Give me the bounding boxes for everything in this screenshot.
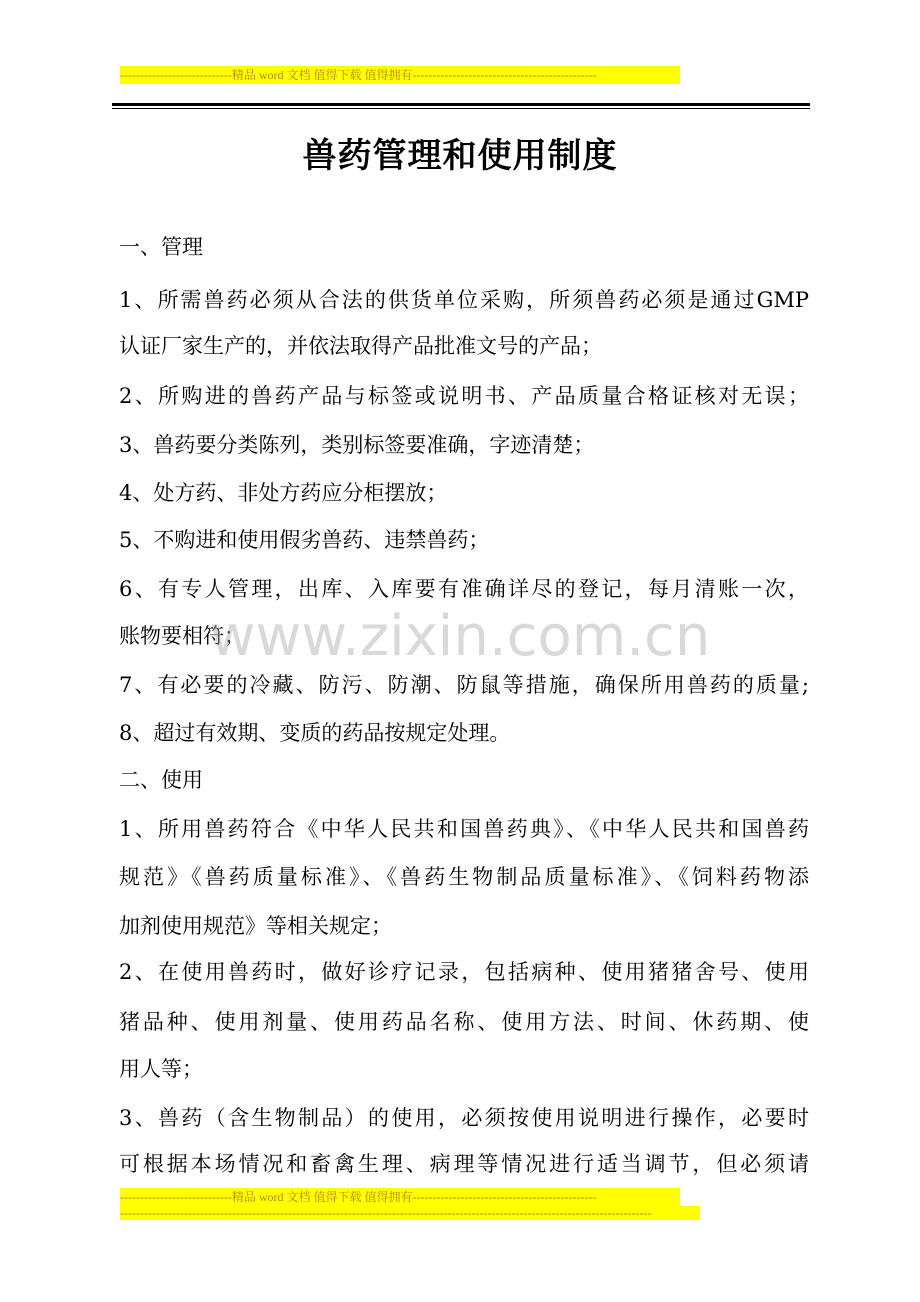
section-heading-usage: 二、使用	[119, 768, 203, 792]
paragraph-line: 6、有专人管理，出库、入库要有准确详尽的登记，每月清账一次，	[119, 577, 809, 601]
paragraph-line: 3、兽药要分类陈列，类别标签要准确，字迹清楚；	[119, 433, 595, 457]
paragraph-line: 1、所需兽药必须从合法的供货单位采购，所须兽药必须是通过GMP	[119, 288, 809, 312]
paragraph-line: 可根据本场情况和畜禽生理、病理等情况进行适当调节，但必须请	[119, 1152, 809, 1176]
paragraph-line: 加剂使用规范》等相关规定；	[119, 914, 392, 938]
paragraph-line: 2、所购进的兽药产品与标签或说明书、产品质量合格证核对无误；	[119, 384, 809, 408]
paragraph-line: 7、有必要的冷藏、防污、防潮、防鼠等措施，确保所用兽药的质量;	[119, 673, 809, 697]
header-rule-thick	[112, 103, 810, 106]
footer-dash-line: -------------------------------------------------------------------------------------------------------------------------------------	[120, 1206, 700, 1220]
paragraph-line: 猪品种、使用剂量、使用药品名称、使用方法、时间、休药期、使	[119, 1010, 809, 1034]
paragraph-line: 规范》《兽药质量标准》、《兽药生物制品质量标准》、《饲料药物添	[119, 865, 809, 889]
paragraph-line: 账物要相符；	[119, 624, 245, 648]
paragraph-line: 1、所用兽药符合《中华人民共和国兽药典》、《中华人民共和国兽药	[119, 817, 809, 841]
paragraph-line: 3、兽药（含生物制品）的使用，必须按使用说明进行操作，必要时	[119, 1106, 809, 1130]
paragraph-line: 5、不购进和使用假劣兽药、违禁兽药；	[119, 528, 490, 552]
document-title: 兽药管理和使用制度	[302, 136, 618, 176]
footer-banner: ----------------------------精品 word 文档 值得下载 值得拥有----------------------------------------------	[120, 1188, 680, 1206]
section-heading-management: 一、管理	[119, 235, 203, 259]
header-banner: ----------------------------精品 word 文档 值得下载 值得拥有----------------------------------------------	[120, 66, 680, 84]
paragraph-line: 认证厂家生产的，并依法取得产品批准文号的产品；	[119, 334, 602, 358]
paragraph-line: 8、超过有效期、变质的药品按规定处理。	[119, 721, 511, 745]
header-rule-thin	[112, 108, 810, 109]
watermark: www.zixin.com.cn	[209, 604, 711, 669]
paragraph-line: 4、处方药、非处方药应分柜摆放；	[119, 481, 448, 505]
paragraph-line: 用人等；	[119, 1057, 203, 1081]
paragraph-line: 2、在使用兽药时，做好诊疗记录，包括病种、使用猪猪舍号、使用	[119, 960, 809, 984]
